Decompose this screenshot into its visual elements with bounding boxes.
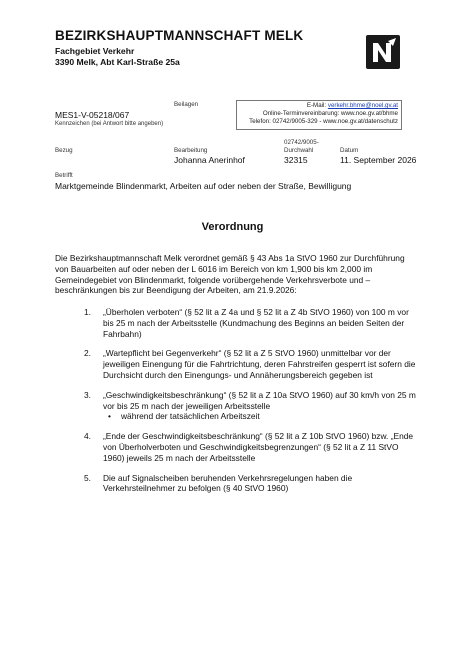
separator: - [319,118,322,125]
regulations-list [55,307,420,503]
item-text: „Geschwindigkeitsbeschränkung“ (§ 52 lit a Z 10a StVO 1960) auf 30 km/h von 25 m vor bis 25 m nach der jeweiligen Arbeitsstelle [103,389,416,411]
subject-label: Betrifft [55,172,73,179]
item-text: Die auf Signalscheiben beruhenden Verkehrsregelungen haben die Verkehrsteilnehmer zu befolgen (§ 40 StVO 1960) [103,472,353,494]
intro-paragraph: Die Bezirkshauptmannschaft Melk verordnet gemäß § 43 Abs 1a StVO 1960 zur Durchführung von Bauarbeiten auf oder neben der L 6016 im Bereich von km 1,900 bis km 2,000 im Gemeindegebiet von Blindenmarkt, folgende vorübergehende Verkehrsverbote und –beschränkungen bis zur Beendigung der Arbeiten, am 21.9.2026: [55,253,405,296]
document-title: Verordnung [201,221,264,233]
item-text: „Überholen verboten“ (§ 52 lit a Z 4a und § 52 lit a Z 4b StVO 1960) von 100 m vor bis 25 m nach der Arbeitsstelle (Kundmachung des Beginns an beiden Seiten der Fahrbahn) [103,307,409,339]
datum-value: 11. September 2026 [340,155,417,165]
email-link[interactable]: verkehr.bhme@noel.gv.at [327,102,398,109]
reference-number: MES1-V-05218/067 [55,110,130,120]
list-item [55,431,420,463]
list-item [55,348,420,380]
item-sub-bullet: • während der tatsächlichen Arbeitszeit [103,411,420,422]
contact-email-line [307,102,398,109]
durchwahl-value: 32315 [284,155,308,165]
email-label: E-Mail: [306,102,327,109]
authority-name: BEZIRKSHAUPTMANNSCHAFT MELK [55,28,304,43]
durchwahl-prefix: 02742/9005- [284,139,319,146]
durchwahl-label: Durchwahl [284,147,314,154]
privacy-url[interactable]: www.noe.gv.at/datenschutz [323,118,398,125]
bearbeitung-label: Bearbeitung [174,147,208,154]
list-item [55,473,420,495]
subject-text: Marktgemeinde Blindenmarkt, Arbeiten auf oder neben der Straße, Bewilligung [55,181,352,191]
item-text: „Ende der Geschwindigkeitsbeschränkung“ (§ 52 lit a Z 10b StVO 1960) bzw. „Ende von Überholverboten und Geschwindigkeitsbegrenzungen“ (§ 52 lit a Z 11 StVO 1960) jeweils 25 m nach der Arbeitsstelle [103,431,414,463]
item-number: 3. [84,389,91,400]
item-number: 5. [84,472,91,483]
list-item [55,307,420,339]
item-number: 2. [84,348,91,359]
online-url[interactable]: www.noe.gv.at/bhme [341,110,398,117]
item-number: 4. [84,431,91,442]
noe-logo-icon [366,35,400,69]
bezug-label: Bezug [55,147,73,154]
item-number: 1. [84,307,91,317]
phone-text: Telefon: 02742/9005-329 [249,118,318,125]
contact-online-line [263,110,398,117]
item-text: „Wartepflicht bei Gegenverkehr“ (§ 52 lit a Z 5 StVO 1960) unmittelbar vor der jeweiligen Einengung für die Fahrtrichtung, deren Fahrstreifen gesperrt ist sofern die Durchsicht durch den Einengungs- und Annäherungsbereich gegeben ist [103,348,416,380]
authority-address: 3390 Melk, Abt Karl-Straße 25a [55,57,180,67]
bearbeitung-value: Johanna Anerinhof [174,155,245,165]
beilagen-label: Beilagen [174,101,199,108]
online-label: Online-Terminvereinbarung: [262,110,340,117]
list-item [55,390,420,422]
contact-phone-line [249,118,398,125]
department-name: Fachgebiet Verkehr [55,46,135,56]
datum-label: Datum [340,147,359,154]
reference-note: Kennzeichen (bei Antwort bitte angeben) [55,121,164,127]
